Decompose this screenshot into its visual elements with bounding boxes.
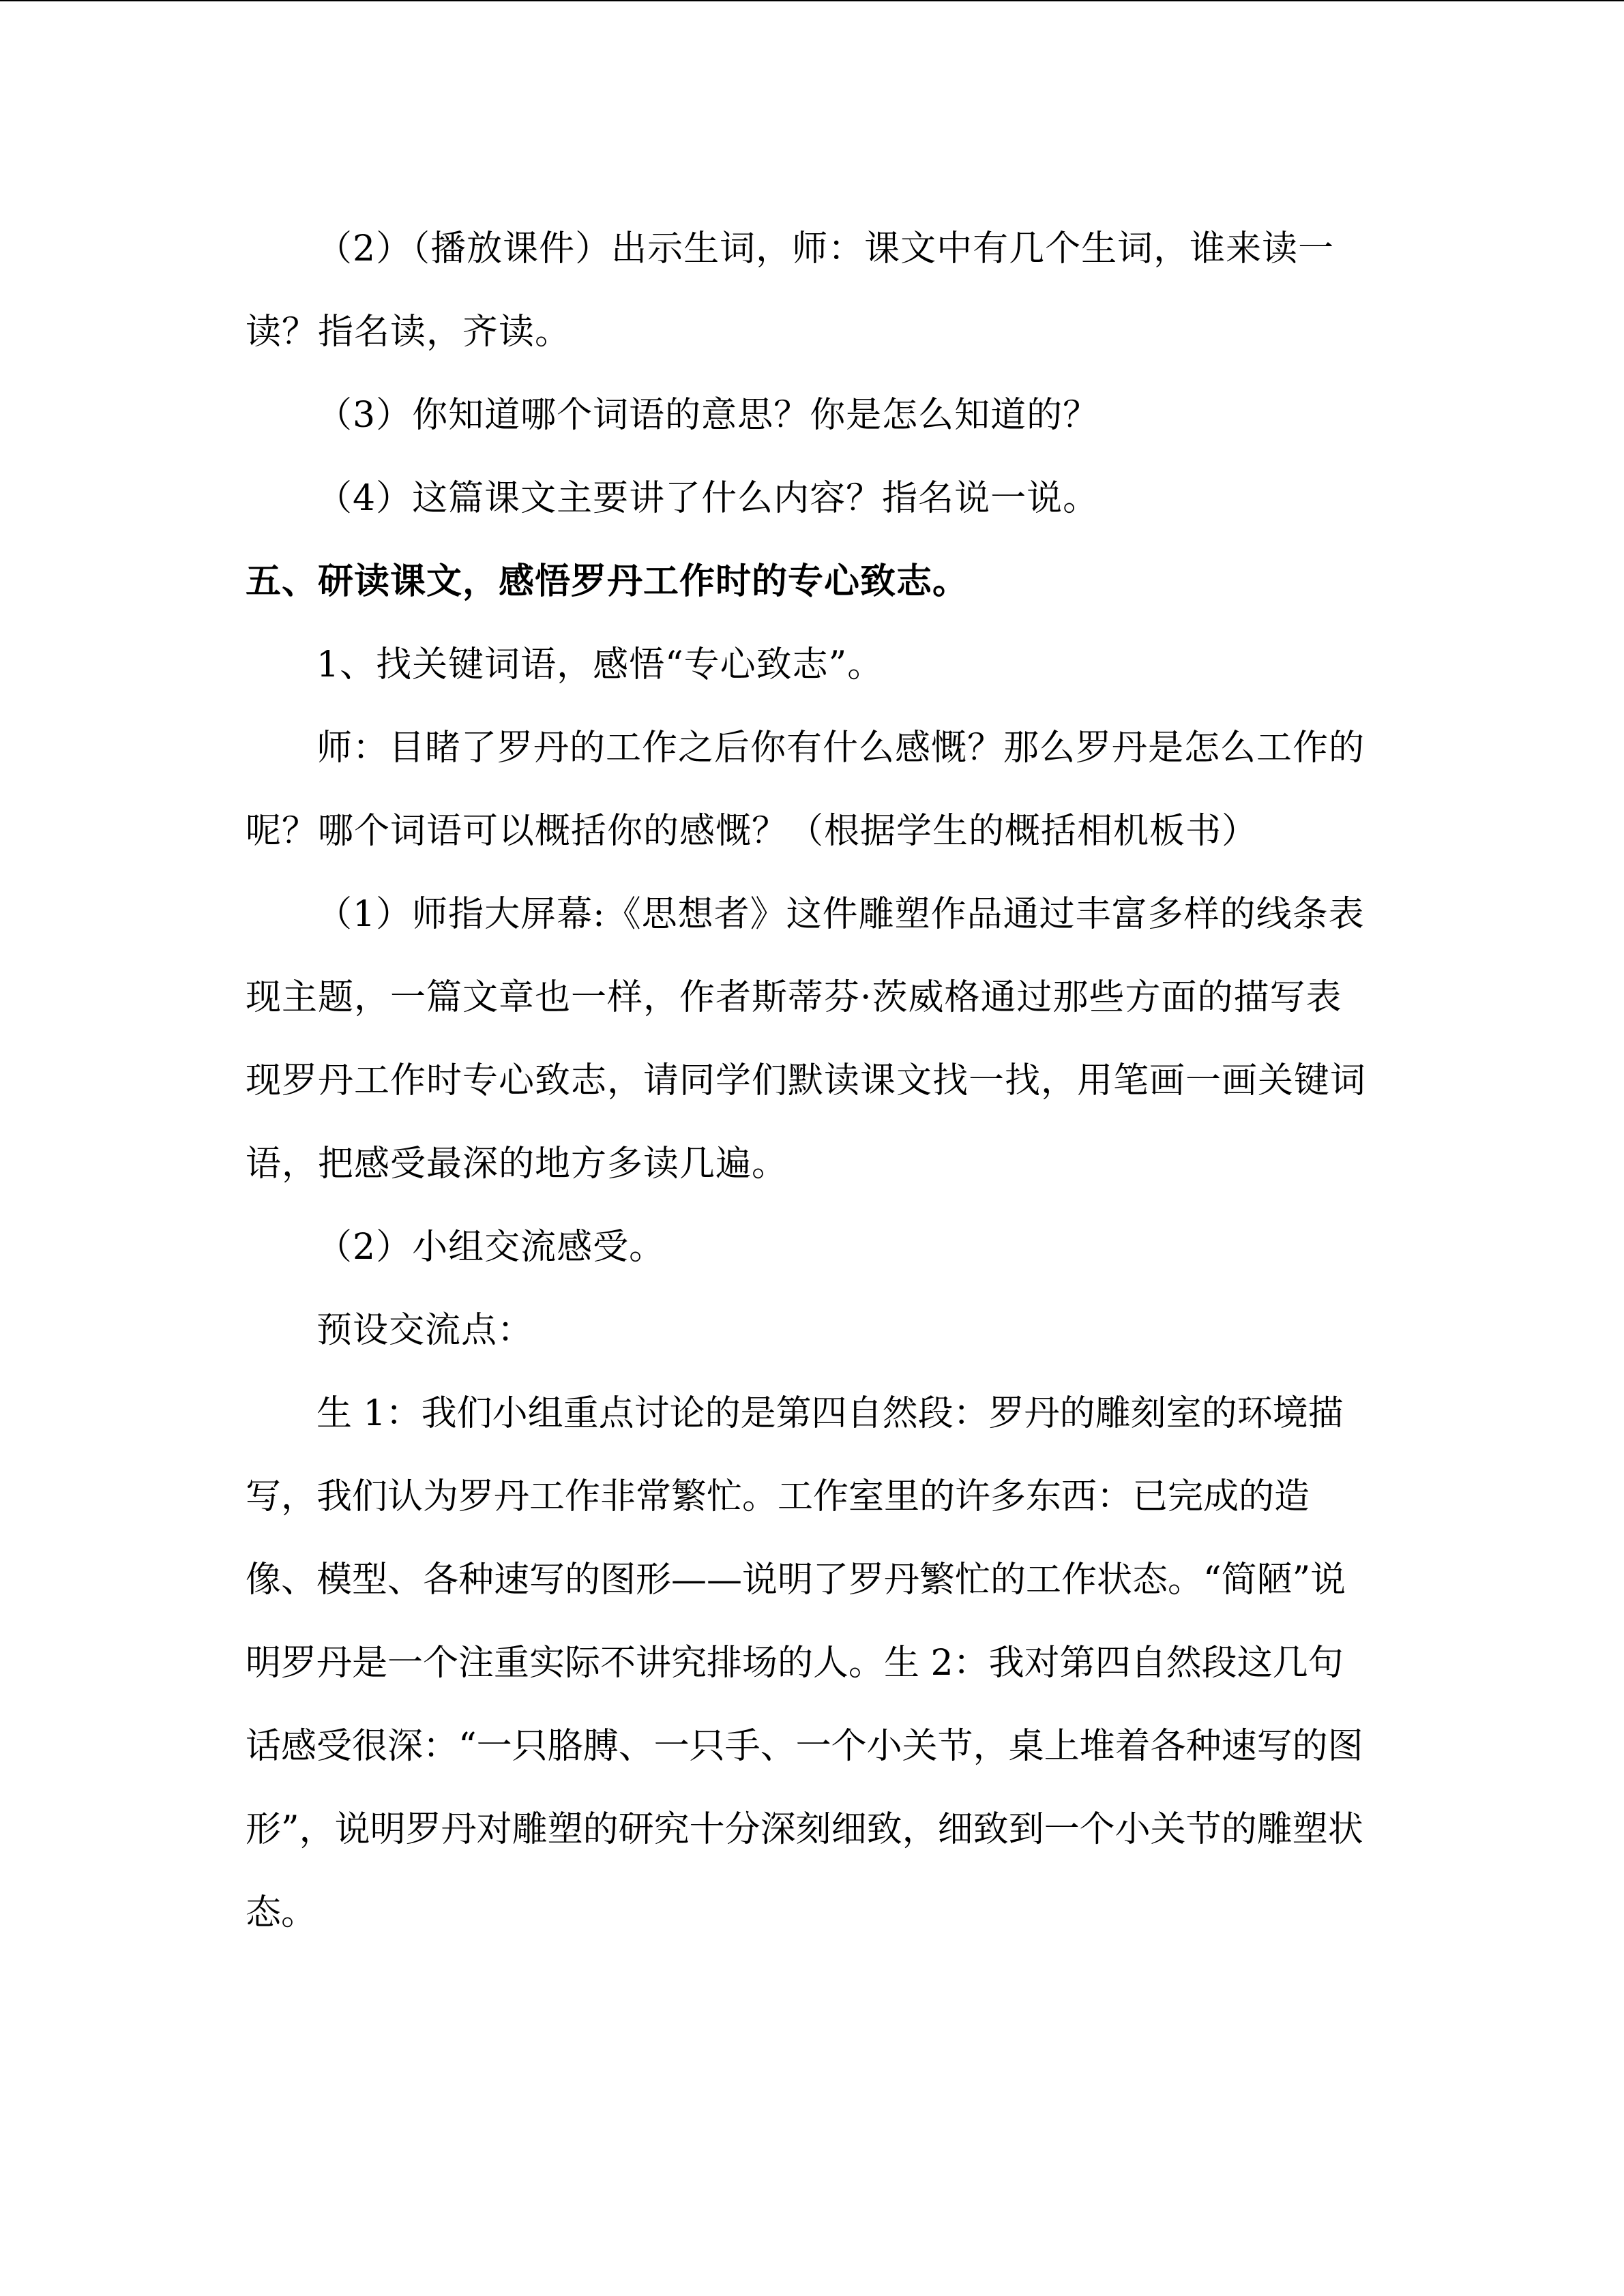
section-heading: 五、研读课文，感悟罗丹工作时的专心致志。 [246,561,969,602]
document-body [246,207,1378,1954]
paragraph-keywords: 1、找关键词语，感悟“专心致志”。 [316,644,884,685]
paragraph-screen-instruction: （1）师指大屏幕:《思想者》这件雕塑作品通过丰富多样的线条表现主题，一篇文章也一样，作者斯蒂芬·茨威格通过那些方面的描写表现罗丹工作时专心致志，请同学们默读课文找一找，用笔画一画关键词语，把感受最深的地方多读几遍。 [246,894,1367,1184]
paragraph-teacher-question: 师：目睹了罗丹的工作之后你有什么感慨？那么罗丹是怎么工作的呢？哪个词语可以概括你的感慨？（根据学生的概括相机板书） [246,728,1365,852]
paragraph-group-discussion: （2）小组交流感受。 [316,1227,666,1268]
paragraph-student-responses: 生 1：我们小组重点讨论的是第四自然段：罗丹的雕刻室的环境描写，我们认为罗丹工作非常繁忙。工作室里的许多东西：已完成的造像、模型、各种速写的图形——说明了罗丹繁忙的工作状态。“简陋”说明罗丹是一个注重实际不讲究排场的人。生 2：我对第四自然段这几句话感受很深：“一只胳膊、一只手、一个小关节，桌上堆着各种速写的图形”，说明罗丹对雕塑的研究十分深刻细致，细致到一个小关节的雕塑状态。 [246,1393,1363,1933]
paragraph-preset-points: 预设交流点： [316,1310,534,1351]
paragraph-step-2: （2）（播放课件）出示生词，师：课文中有几个生词，谁来读一读？指名读，齐读。 [246,228,1335,353]
paragraph-step-3: （3）你知道哪个词语的意思？你是怎么知道的？ [316,395,1099,436]
paragraph-step-4: （4）这篇课文主要讲了什么内容？指名说一说。 [316,478,1099,519]
